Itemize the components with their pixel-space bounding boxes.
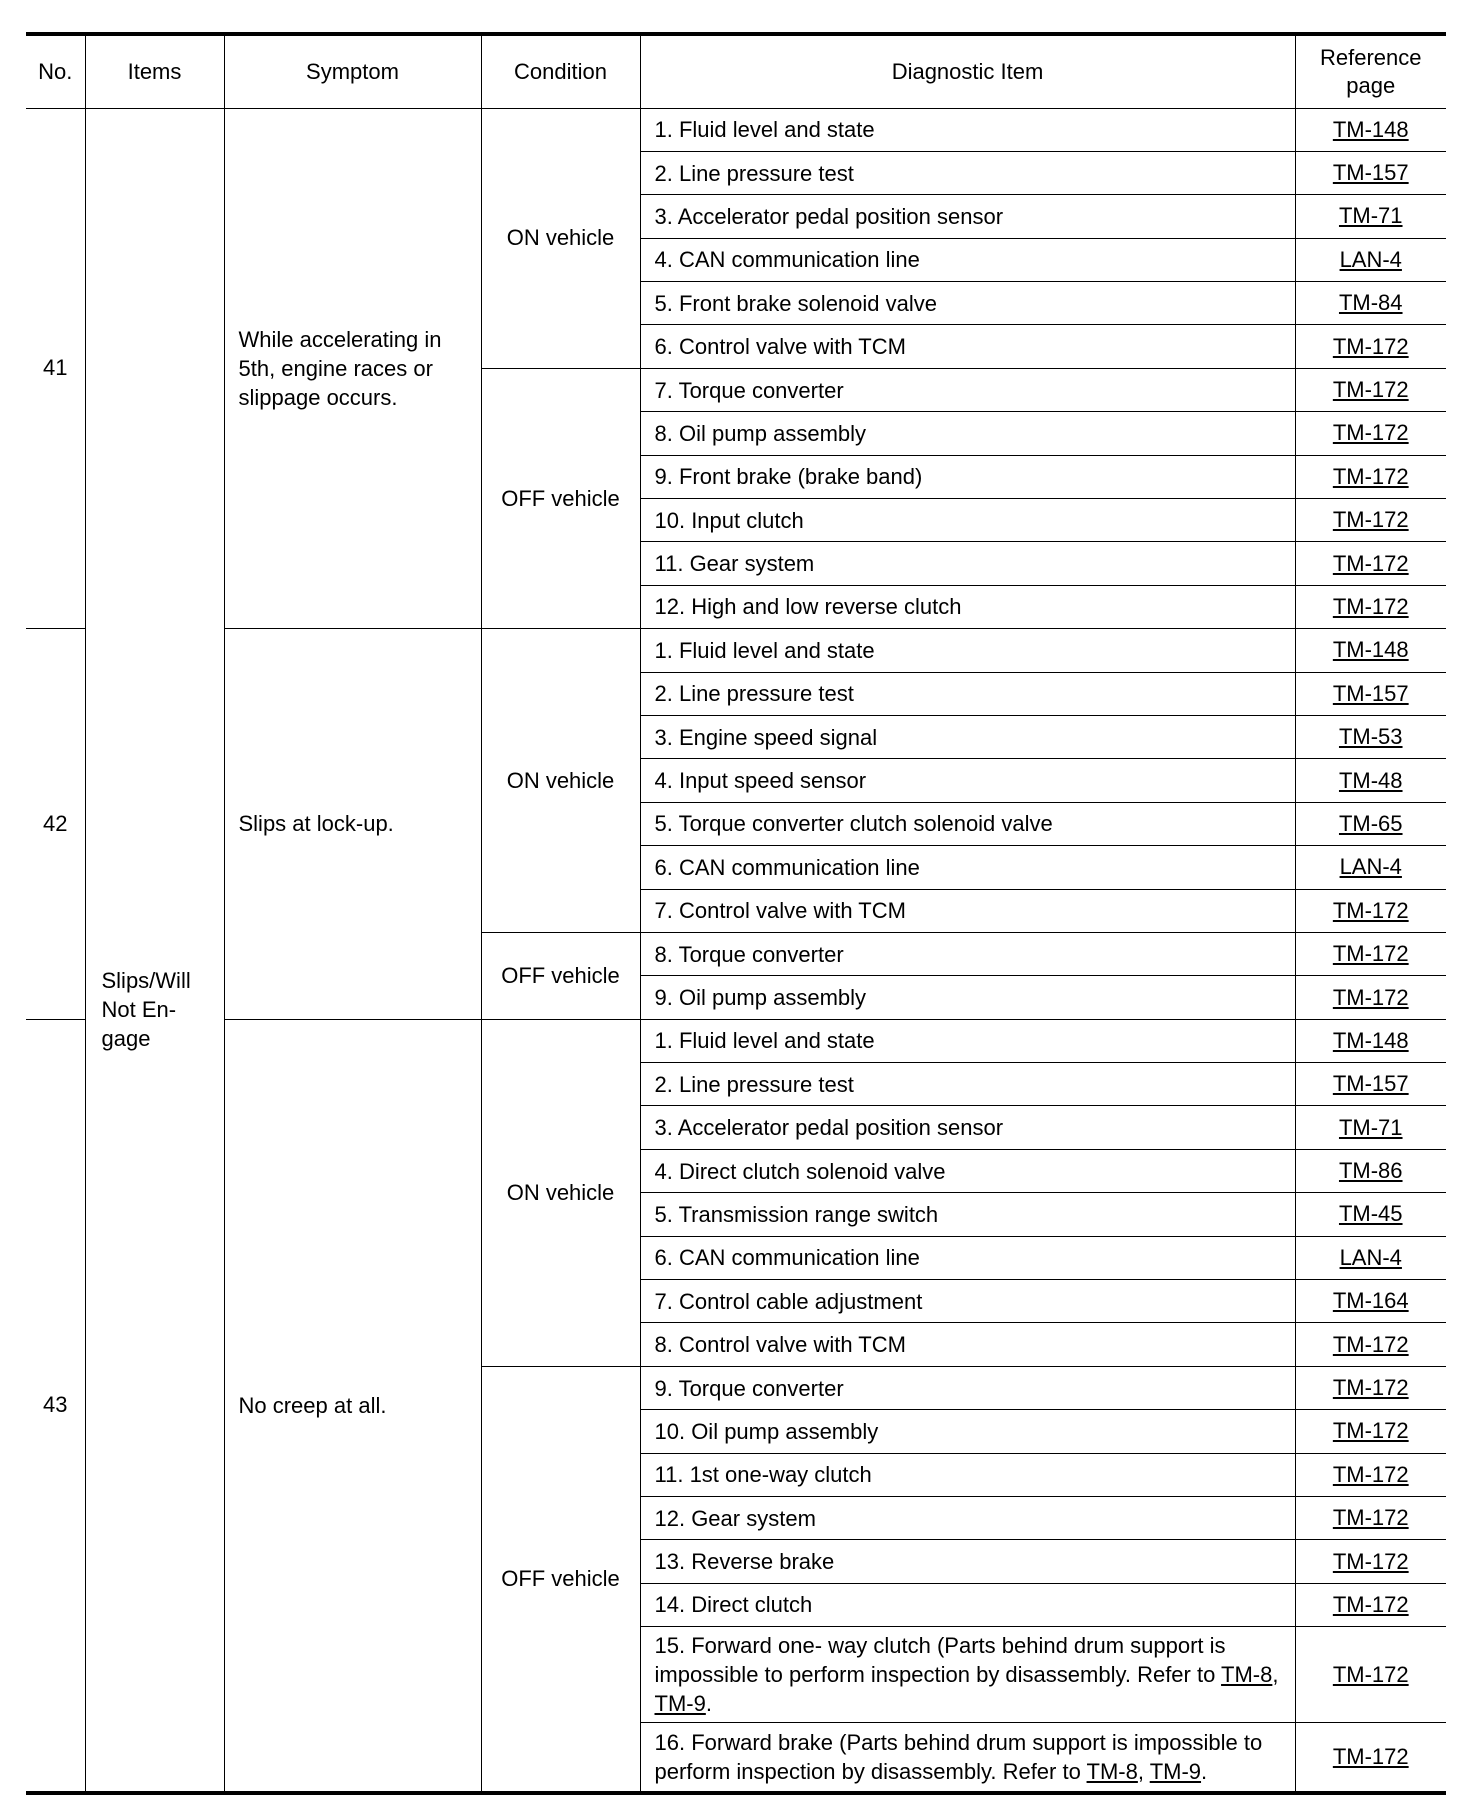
- reference-page-cell: [1295, 1453, 1446, 1496]
- reference-page-cell: [1295, 499, 1446, 542]
- row-number: 42: [26, 629, 85, 1020]
- reference-page-link[interactable]: TM-172: [1332, 593, 1409, 619]
- reference-page-link[interactable]: TM-148: [1332, 116, 1409, 142]
- reference-page-link[interactable]: TM-172: [1332, 420, 1409, 446]
- reference-page-link[interactable]: TM-172: [1332, 1661, 1409, 1687]
- reference-link[interactable]: TM-8: [1221, 1662, 1273, 1688]
- reference-page-link[interactable]: TM-65: [1338, 810, 1403, 836]
- reference-page-link[interactable]: TM-86: [1338, 1158, 1403, 1184]
- diagnostic-item: 1. Fluid level and state: [640, 108, 1295, 151]
- reference-page-link[interactable]: TM-172: [1332, 941, 1409, 967]
- reference-page-link[interactable]: TM-148: [1332, 637, 1409, 663]
- reference-page-cell: [1295, 1236, 1446, 1279]
- reference-page-link[interactable]: TM-71: [1338, 203, 1403, 229]
- diagnostic-item: 8. Torque converter: [640, 932, 1295, 975]
- reference-page-cell: [1295, 1280, 1446, 1323]
- diagnostic-item: 7. Control valve with TCM: [640, 889, 1295, 932]
- reference-page-cell: [1295, 542, 1446, 585]
- reference-page-link[interactable]: LAN-4: [1339, 854, 1402, 880]
- table-row: [26, 1019, 1446, 1062]
- table-row: [26, 108, 1446, 151]
- condition-cell: ON vehicle: [481, 1019, 640, 1366]
- reference-page-cell: [1295, 1410, 1446, 1453]
- diagnostic-item: 9. Front brake (brake band): [640, 455, 1295, 498]
- reference-page-cell: [1295, 846, 1446, 889]
- diagnostic-item: 2. Line pressure test: [640, 672, 1295, 715]
- reference-page-cell: [1295, 1366, 1446, 1409]
- diagnostic-item: 12. Gear system: [640, 1497, 1295, 1540]
- reference-page-link[interactable]: TM-172: [1332, 1743, 1409, 1769]
- reference-page-link[interactable]: TM-172: [1332, 984, 1409, 1010]
- condition-cell: OFF vehicle: [481, 1366, 640, 1792]
- reference-page-link[interactable]: TM-53: [1338, 724, 1403, 750]
- header-reference-page: Reference page: [1295, 34, 1446, 108]
- reference-page-cell: [1295, 282, 1446, 325]
- diagnostic-item: 9. Oil pump assembly: [640, 976, 1295, 1019]
- table-body: [26, 108, 1446, 1793]
- reference-page-cell: [1295, 238, 1446, 281]
- reference-page-cell: [1295, 1540, 1446, 1583]
- reference-page-link[interactable]: TM-172: [1332, 1505, 1409, 1531]
- reference-page-link[interactable]: TM-172: [1332, 463, 1409, 489]
- reference-page-cell: [1295, 802, 1446, 845]
- reference-page-link[interactable]: TM-172: [1332, 1331, 1409, 1357]
- reference-page-link[interactable]: TM-164: [1332, 1288, 1409, 1314]
- reference-page-link[interactable]: TM-172: [1332, 897, 1409, 923]
- reference-page-cell: [1295, 932, 1446, 975]
- condition-cell: OFF vehicle: [481, 368, 640, 628]
- symptom-cell: No creep at all.: [224, 1019, 481, 1792]
- reference-page-cell: [1295, 889, 1446, 932]
- diagnostic-item: 5. Front brake solenoid valve: [640, 282, 1295, 325]
- diagnostic-item: 6. Control valve with TCM: [640, 325, 1295, 368]
- items-category: Slips/Will Not En-gage: [85, 108, 224, 1793]
- diagnostic-item: 11. 1st one-way clutch: [640, 1453, 1295, 1496]
- reference-page-cell: [1295, 1063, 1446, 1106]
- condition-cell: ON vehicle: [481, 629, 640, 933]
- reference-page-cell: [1295, 759, 1446, 802]
- diagnostic-item: 6. CAN communication line: [640, 846, 1295, 889]
- condition-cell: OFF vehicle: [481, 932, 640, 1019]
- reference-page-link[interactable]: TM-48: [1338, 767, 1403, 793]
- reference-page-cell: [1295, 1149, 1446, 1192]
- diagnostic-item: 1. Fluid level and state: [640, 629, 1295, 672]
- reference-page-cell: [1295, 1323, 1446, 1366]
- diagnostic-item: 15. Forward one- way clutch (Parts behind drum support is impossible to perform inspection by disassembly. Refer to TM-8, TM-9.: [640, 1627, 1295, 1723]
- diagnostic-item: 10. Oil pump assembly: [640, 1410, 1295, 1453]
- diagnostic-item: 9. Torque converter: [640, 1366, 1295, 1409]
- reference-page-cell: [1295, 455, 1446, 498]
- diagnostic-item: 11. Gear system: [640, 542, 1295, 585]
- reference-page-link[interactable]: TM-172: [1332, 550, 1409, 576]
- row-number: 41: [26, 108, 85, 629]
- diagnostic-item: 4. Direct clutch solenoid valve: [640, 1149, 1295, 1192]
- header-diagnostic-item: Diagnostic Item: [640, 34, 1295, 108]
- reference-page-link[interactable]: LAN-4: [1339, 1244, 1402, 1270]
- reference-page-link[interactable]: TM-172: [1332, 333, 1409, 359]
- reference-page-link[interactable]: TM-172: [1332, 1591, 1409, 1617]
- reference-page-cell: [1295, 629, 1446, 672]
- reference-page-cell: [1295, 368, 1446, 411]
- header-condition: Condition: [481, 34, 640, 108]
- reference-page-cell: [1295, 1497, 1446, 1540]
- reference-page-cell: [1295, 1106, 1446, 1149]
- condition-cell: ON vehicle: [481, 108, 640, 368]
- reference-page-link[interactable]: TM-172: [1332, 1418, 1409, 1444]
- reference-page-link[interactable]: TM-157: [1332, 160, 1409, 186]
- diagnosis-table: [26, 32, 1446, 1795]
- diagnostic-item: 3. Engine speed signal: [640, 715, 1295, 758]
- reference-page-cell: [1295, 976, 1446, 1019]
- reference-page-link[interactable]: TM-157: [1332, 680, 1409, 706]
- diagnostic-item: 5. Transmission range switch: [640, 1193, 1295, 1236]
- diagnostic-item: 6. CAN communication line: [640, 1236, 1295, 1279]
- symptom-cell: While accelerating in 5th, engine races or slippage occurs.: [224, 108, 481, 629]
- reference-page-cell: [1295, 672, 1446, 715]
- diagnostic-item: 8. Oil pump assembly: [640, 412, 1295, 455]
- reference-page-cell: [1295, 1723, 1446, 1793]
- header-no: No.: [26, 34, 85, 108]
- reference-page-link[interactable]: LAN-4: [1339, 246, 1402, 272]
- reference-page-link[interactable]: TM-172: [1332, 507, 1409, 533]
- diagnostic-item: 3. Accelerator pedal position sensor: [640, 195, 1295, 238]
- reference-page-cell: [1295, 585, 1446, 628]
- reference-page-cell: [1295, 195, 1446, 238]
- reference-page-cell: [1295, 108, 1446, 151]
- reference-page-cell: [1295, 1627, 1446, 1723]
- symptom-cell: Slips at lock-up.: [224, 629, 481, 1020]
- diagnostic-item: 7. Control cable adjustment: [640, 1280, 1295, 1323]
- diagnostic-item: 14. Direct clutch: [640, 1583, 1295, 1626]
- diagnostic-item: 1. Fluid level and state: [640, 1019, 1295, 1062]
- diagnostic-item: 7. Torque converter: [640, 368, 1295, 411]
- diagnostic-item: 2. Line pressure test: [640, 1063, 1295, 1106]
- reference-link[interactable]: TM-9: [654, 1691, 706, 1717]
- header-row: [26, 34, 1446, 108]
- diagnostic-item: 16. Forward brake (Parts behind drum support is impossible to perform inspection by disassembly. Refer to TM-8, TM-9.: [640, 1723, 1295, 1793]
- reference-page-cell: [1295, 1019, 1446, 1062]
- diagnostic-item-text: 15. Forward one- way clutch (Parts behind drum support is impossible to perform inspection by disassembly. Refer to: [654, 1633, 1226, 1688]
- diagnostic-item: 12. High and low reverse clutch: [640, 585, 1295, 628]
- reference-link[interactable]: TM-8: [1086, 1758, 1138, 1784]
- reference-page-link[interactable]: TM-148: [1332, 1027, 1409, 1053]
- reference-link[interactable]: TM-9: [1149, 1758, 1202, 1784]
- reference-page-link[interactable]: TM-84: [1338, 290, 1403, 316]
- diagnostic-item: 8. Control valve with TCM: [640, 1323, 1295, 1366]
- reference-page-cell: [1295, 412, 1446, 455]
- table-row: [26, 629, 1446, 672]
- reference-page-cell: [1295, 1193, 1446, 1236]
- reference-page-link[interactable]: TM-172: [1332, 377, 1409, 403]
- reference-page-cell: [1295, 325, 1446, 368]
- reference-page-link[interactable]: TM-157: [1332, 1071, 1409, 1097]
- header-items: Items: [85, 34, 224, 108]
- diagnostic-item: 2. Line pressure test: [640, 151, 1295, 194]
- diagnostic-item: 13. Reverse brake: [640, 1540, 1295, 1583]
- reference-page-cell: [1295, 715, 1446, 758]
- reference-page-cell: [1295, 151, 1446, 194]
- reference-page-link[interactable]: TM-172: [1332, 1375, 1409, 1401]
- diagnostic-item: 4. CAN communication line: [640, 238, 1295, 281]
- reference-page-link[interactable]: TM-172: [1332, 1548, 1409, 1574]
- row-number: 43: [26, 1019, 85, 1792]
- diagnostic-item-text: 16. Forward brake (Parts behind drum support is impossible to perform inspection by disassembly. Refer to: [654, 1729, 1263, 1784]
- reference-page-link[interactable]: TM-45: [1338, 1201, 1403, 1227]
- diagnostic-item: 4. Input speed sensor: [640, 759, 1295, 802]
- reference-page-cell: [1295, 1583, 1446, 1626]
- diagnostic-item: 5. Torque converter clutch solenoid valve: [640, 802, 1295, 845]
- reference-page-link[interactable]: TM-71: [1338, 1114, 1403, 1140]
- header-symptom: Symptom: [224, 34, 481, 108]
- diagnostic-item: 10. Input clutch: [640, 499, 1295, 542]
- diagnostic-item: 3. Accelerator pedal position sensor: [640, 1106, 1295, 1149]
- reference-page-link[interactable]: TM-172: [1332, 1461, 1409, 1487]
